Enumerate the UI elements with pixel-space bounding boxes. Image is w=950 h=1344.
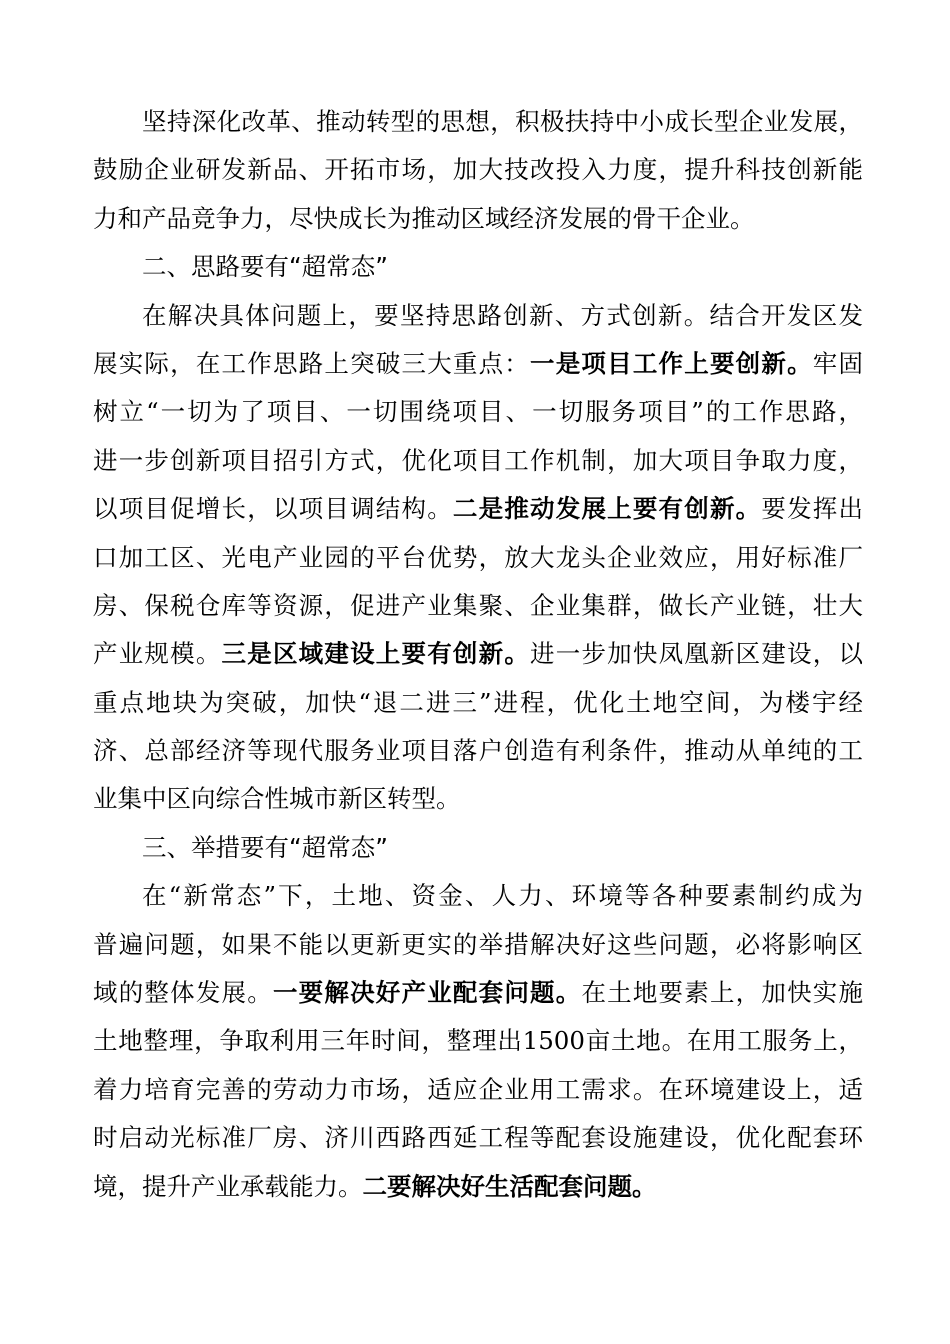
text-segment: 普遍问题，如果不能以更新更实的举措解决好这些问题，必将影响区 <box>93 929 863 959</box>
text-segment: 在土地要素上，加快实施 <box>581 978 864 1008</box>
text-segment: 房、保税仓库等资源，促进产业集聚、企业集群，做长产业链，壮大 <box>93 590 863 620</box>
text-segment: 进一步加快凤凰新区建设，以 <box>530 639 864 669</box>
section-heading <box>93 824 863 872</box>
text-segment: 域的整体发展。 <box>93 978 273 1008</box>
bold-phrase: 二要解决好生活配套问题。 <box>362 1171 657 1201</box>
section-heading <box>93 243 863 291</box>
text-segment: 口加工区、光电产业园的平台优势，放大龙头企业效应，用好标准厂 <box>93 542 863 572</box>
text-line <box>93 195 863 243</box>
text-segment: 二、思路要有“超常态” <box>142 252 388 282</box>
text-line <box>93 146 863 194</box>
text-line <box>93 98 863 146</box>
text-line <box>93 969 863 1017</box>
text-segment: 力和产品竞争力，尽快成长为推动区域经济发展的骨干企业。 <box>93 203 755 233</box>
text-segment: 产业规模。 <box>93 639 222 669</box>
text-line <box>93 485 863 533</box>
text-line <box>93 872 863 920</box>
text-line <box>93 1114 863 1162</box>
text-segment: 牢固 <box>812 348 864 378</box>
text-segment: 鼓励企业研发新品、开拓市场，加大技改投入力度，提升科技创新能 <box>93 155 863 185</box>
text-segment: 土地整理，争取利用三年时间，整理出1500亩土地。在用工服务上， <box>93 1026 863 1056</box>
text-segment: 境，提升产业承载能力。 <box>93 1171 363 1201</box>
bold-phrase: 三是区域建设上要有创新。 <box>221 639 531 669</box>
text-segment: 以项目促增长，以项目调结构。 <box>93 494 453 524</box>
text-segment: 要发挥出 <box>761 494 864 524</box>
text-line <box>93 388 863 436</box>
bold-phrase: 一要解决好产业配套问题。 <box>272 978 582 1008</box>
bold-phrase: 二是推动发展上要有创新。 <box>452 494 762 524</box>
text-line <box>93 340 863 388</box>
text-segment: 重点地块为突破，加快“退二进三”进程，优化土地空间，为楼宇经 <box>93 687 863 717</box>
text-line <box>93 679 863 727</box>
text-line <box>93 630 863 678</box>
text-line <box>93 1163 863 1211</box>
text-segment: 时启动光标准厂房、济川西路西延工程等配套设施建设，优化配套环 <box>93 1123 863 1153</box>
text-line <box>93 582 863 630</box>
text-segment: 业集中区向综合性城市新区转型。 <box>93 784 461 814</box>
text-segment: 在解决具体问题上，要坚持思路创新、方式创新。结合开发区发 <box>142 300 863 330</box>
text-segment: 树立“一切为了项目、一切围绕项目、一切服务项目”的工作思路， <box>93 397 863 427</box>
text-line <box>93 921 863 969</box>
text-line <box>93 1017 863 1065</box>
text-segment: 着力培育完善的劳动力市场，适应企业用工需求。在环境建设上，适 <box>93 1074 863 1104</box>
text-line <box>93 534 863 582</box>
text-segment: 展实际，在工作思路上突破三大重点： <box>93 348 531 378</box>
text-segment: 三、举措要有“超常态” <box>142 832 388 862</box>
text-line <box>93 727 863 775</box>
text-line <box>93 292 863 340</box>
text-segment: 坚持深化改革、推动转型的思想，积极扶持中小成长型企业发展， <box>142 107 863 136</box>
text-line <box>93 437 863 485</box>
document-page <box>93 98 863 1211</box>
text-line <box>93 1066 863 1114</box>
text-line <box>93 775 863 823</box>
text-segment: 进一步创新项目招引方式，优化项目工作机制，加大项目争取力度， <box>93 445 863 475</box>
bold-phrase: 一是项目工作上要创新。 <box>530 348 813 378</box>
text-segment: 济、总部经济等现代服务业项目落户创造有利条件，推动从单纯的工 <box>93 736 863 766</box>
text-segment: 在“新常态”下，土地、资金、人力、环境等各种要素制约成为 <box>142 881 863 911</box>
